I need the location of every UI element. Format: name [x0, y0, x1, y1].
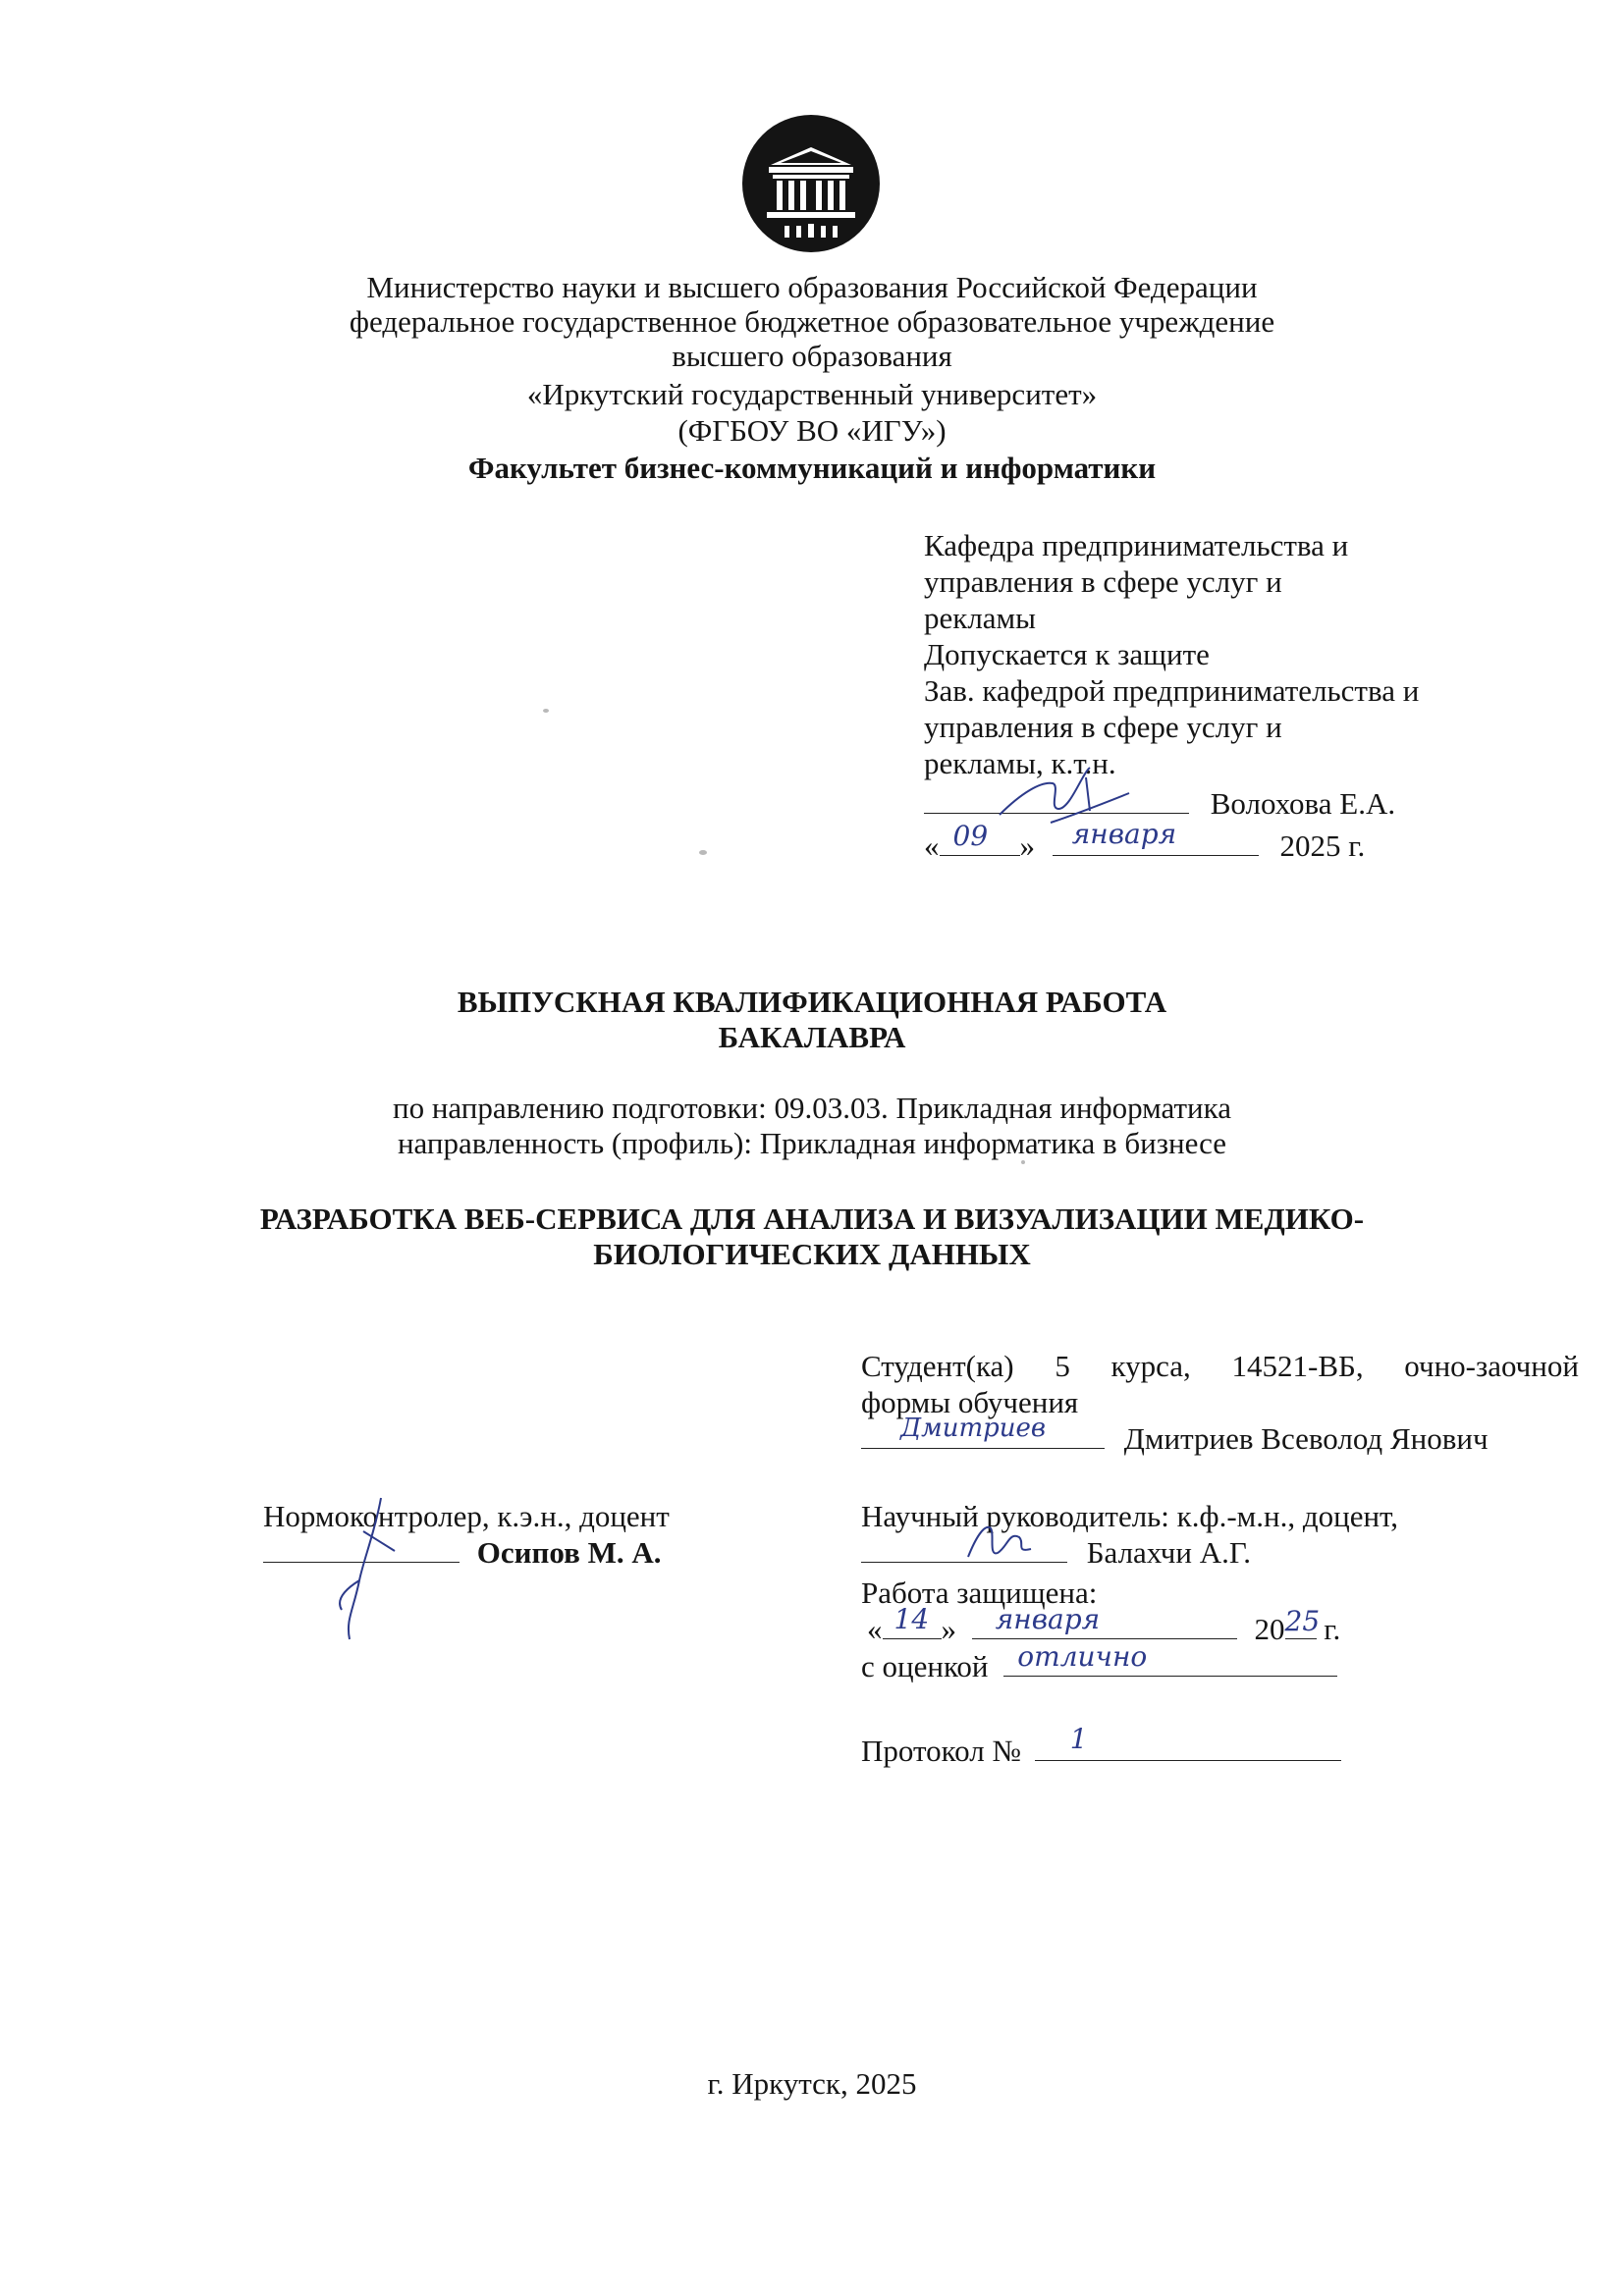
normcontrol-label: Нормоконтролер, к.э.н., доцент [263, 1499, 670, 1533]
grade-label: с оценкой [861, 1649, 989, 1683]
student-word-5: очно-заочной [1404, 1349, 1579, 1383]
university-name: «Иркутский государственный университет» [526, 377, 1098, 411]
student-word-4: 14521-ВБ, [1231, 1349, 1364, 1383]
protocol-label: Протокол № [861, 1734, 1021, 1768]
protocol-blank [1035, 1723, 1341, 1761]
grade-blank [1003, 1640, 1337, 1677]
student-study-form: формы обучения [861, 1385, 1079, 1419]
close-quote: » [1019, 828, 1035, 863]
normcontrol-signature-row [263, 1534, 661, 1571]
defense-handwritten-month: января [995, 1603, 1101, 1635]
head-line-1: Зав. кафедрой предпринимательства и [924, 673, 1420, 708]
defense-month-blank [972, 1603, 1237, 1639]
defense-open-quote: « [867, 1612, 883, 1646]
open-quote: « [924, 828, 940, 863]
city-year: г. Иркутск, 2025 [707, 2066, 917, 2101]
student-handwritten-signature: Дмитриев [900, 1414, 1047, 1443]
normcontrol-signature-scribble [324, 1492, 412, 1649]
student-line-1 [861, 1348, 1579, 1384]
head-line-2: управления в сфере услуг и [924, 710, 1282, 744]
supervisor-name: Балахчи А.Г. [1086, 1535, 1252, 1570]
work-type-line-2: БАКАЛАВРА [718, 1020, 906, 1054]
work-type-line-1: ВЫПУСКНАЯ КВАЛИФИКАЦИОННАЯ РАБОТА [457, 985, 1167, 1019]
head-name: Волохова Е.А. [1210, 786, 1396, 821]
dept-line-2: управления в сфере услуг и [924, 564, 1282, 599]
university-logo [741, 114, 881, 253]
head-line-3: рекламы, к.т.н. [924, 746, 1116, 780]
training-profile: направленность (профиль): Прикладная информатика в бизнесе [397, 1126, 1227, 1160]
defense-label: Работа защищена: [861, 1575, 1098, 1610]
scan-speck [543, 709, 549, 713]
student-word-3: курса, [1110, 1349, 1191, 1383]
student-name: Дмитриев Всеволод Янович [1123, 1421, 1489, 1456]
topic-line-2: БИОЛОГИЧЕСКИХ ДАННЫХ [593, 1237, 1031, 1271]
faculty-name: Факультет бизнес-коммуникаций и информатики [467, 451, 1157, 485]
dept-line-1: Кафедра предпринимательства и [924, 528, 1349, 562]
institution-type-line: федеральное государственное бюджетное образовательное учреждение [349, 304, 1275, 339]
defense-year-prefix: 20 [1254, 1612, 1285, 1646]
normcontrol-name: Осипов М. А. [476, 1535, 662, 1570]
defense-year-blank [1284, 1605, 1321, 1639]
topic-line-1: РАЗРАБОТКА ВЕБ-СЕРВИСА ДЛЯ АНАЛИЗА И ВИЗУАЛИЗАЦИИ МЕДИКО- [259, 1201, 1365, 1236]
handwritten-protocol-number: 1 [1069, 1723, 1088, 1755]
student-word-2: 5 [1055, 1349, 1070, 1383]
protocol-row [861, 1723, 1341, 1769]
admitted-to-defense: Допускается к защите [924, 637, 1210, 671]
defense-day-blank [883, 1603, 942, 1639]
supervisor-signature-scribble [962, 1518, 1041, 1567]
ministry-line: Министерство науки и высшего образования Российской Федерации [366, 270, 1258, 304]
defense-handwritten-day: 14 [893, 1603, 930, 1635]
approval-date-row [924, 818, 1366, 864]
dept-line-3: рекламы [924, 601, 1036, 635]
defense-close-quote: » [941, 1612, 956, 1646]
month-blank [1053, 818, 1259, 856]
handwritten-grade: отлично [1017, 1640, 1148, 1673]
student-word-1: Студент(ка) [861, 1349, 1014, 1383]
university-abbreviation: (ФГБОУ ВО «ИГУ») [677, 413, 947, 448]
supervisor-signature-row [861, 1534, 1251, 1571]
approval-block [924, 527, 1419, 781]
education-level-line: высшего образования [672, 339, 952, 373]
grade-row [861, 1640, 1337, 1684]
student-signature-blank [861, 1414, 1105, 1449]
scan-speck [1021, 1160, 1025, 1164]
scan-speck [699, 850, 707, 855]
defense-handwritten-year: 25 [1284, 1605, 1321, 1637]
handwritten-day: 09 [952, 820, 989, 852]
defense-year-suffix: г. [1324, 1612, 1341, 1646]
day-blank [940, 820, 1020, 856]
student-signature-row [861, 1414, 1489, 1457]
training-direction: по направлению подготовки: 09.03.03. Прикладная информатика [392, 1091, 1231, 1125]
handwritten-month: января [1071, 818, 1177, 850]
supervisor-label: Научный руководитель: к.ф.-м.н., доцент, [861, 1499, 1399, 1533]
approval-year: 2025 г. [1279, 828, 1366, 863]
